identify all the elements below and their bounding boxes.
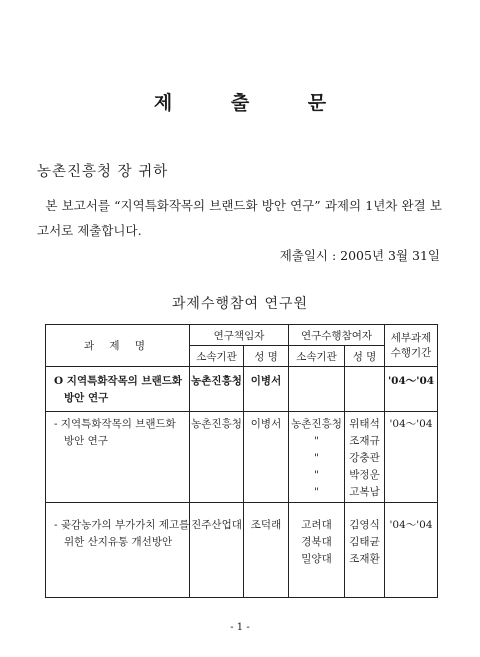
addressee: 농촌진흥청 장 귀하 — [37, 164, 169, 180]
participant-affiliation: " — [314, 452, 319, 464]
participant-name: 조재환 — [349, 553, 380, 565]
participant-affiliation: 경북대 — [301, 536, 332, 548]
participant-name: 위태석 — [349, 418, 380, 430]
participant-affiliation: " — [314, 486, 319, 498]
participant-name: 조재규 — [349, 435, 380, 447]
header-part-affiliation: 소속기관 — [289, 346, 345, 367]
table-row — [46, 412, 438, 503]
project-period: '04～'04 — [389, 519, 433, 531]
table-row — [46, 503, 438, 598]
lead-name: 이병서 — [250, 375, 282, 387]
participant-name: 박정운 — [349, 469, 380, 481]
participant-affiliation: 밀양대 — [301, 553, 332, 565]
header-period: 세부과제 수행기간 — [385, 325, 438, 367]
lead-name: 조덕래 — [250, 519, 282, 531]
header-lead-name: 성 명 — [244, 346, 289, 367]
lead-affiliation: 진주산업대 — [191, 519, 242, 531]
participant-affiliation: " — [314, 435, 319, 447]
submission-date: 제출일시 : 2005년 3월 31일 — [279, 248, 440, 263]
project-name-line: 방안 연구 — [64, 435, 108, 447]
body-paragraph: 본 보고서를 “지역특화작목의 브랜드화 방안 연구” 과제의 1년차 완결 보고서로 제출합니다. — [37, 198, 442, 238]
project-name-line: 방안 연구 — [64, 392, 109, 404]
participant-affiliation: 농촌진흥청 — [291, 418, 342, 430]
lead-affiliation: 농촌진흥청 — [191, 375, 242, 387]
participant-name: 김태균 — [349, 536, 380, 548]
researcher-table — [45, 324, 438, 598]
header-project: 과 제 명 — [46, 325, 190, 367]
project-period: '04～'04 — [389, 418, 433, 430]
lead-affiliation: 농촌진흥청 — [191, 418, 242, 430]
header-lead: 연구책임자 — [190, 325, 289, 346]
lead-name: 이병서 — [250, 418, 282, 430]
participant-name: 강충관 — [349, 452, 380, 464]
project-name-line: O 지역특화작목의 브랜드화 — [54, 375, 183, 387]
header-part-name: 성 명 — [345, 346, 385, 367]
header-participants: 연구수행참여자 — [289, 325, 385, 346]
participant-name: 고복남 — [349, 486, 380, 498]
project-name-line: - 곶감농가의 부가가치 제고를 — [54, 519, 190, 531]
header-lead-affiliation: 소속기관 — [190, 346, 244, 367]
page-number: - 1 - — [230, 622, 250, 633]
participant-affiliation: 고려대 — [301, 519, 332, 531]
participant-affiliation: " — [314, 469, 319, 481]
participant-name: 김영식 — [349, 519, 380, 531]
table-row — [46, 367, 438, 412]
project-name-line: - 지역특화작목의 브랜드화 — [54, 418, 176, 430]
table-title: 과제수행참여 연구원 — [171, 296, 309, 312]
page-title: 제 출 문 — [153, 92, 353, 114]
project-period: '04～'04 — [387, 375, 435, 387]
project-name-line: 위한 산지유통 개선방안 — [64, 536, 173, 548]
